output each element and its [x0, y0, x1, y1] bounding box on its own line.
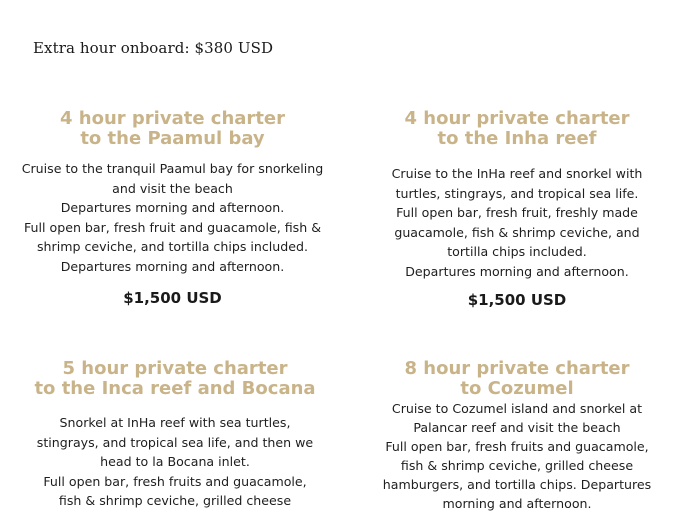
charter-description	[20, 159, 325, 277]
description-line: fish & shrimp ceviche, grilled cheese	[58, 493, 292, 509]
description-line: Cruise to the tranquil Paamul bay for snorkeling	[21, 161, 324, 176]
charter-price: $1,500 USD	[123, 289, 222, 307]
charter-title	[362, 109, 672, 149]
extra-hour-price: Extra hour onboard: $380 USD	[33, 39, 274, 57]
charter-title-line: 4 hour private charter	[404, 108, 630, 129]
charter-description	[362, 164, 672, 282]
charter-description	[362, 399, 672, 513]
description-line: Cruise to the InHa reef and snorkel with	[391, 166, 643, 181]
charter-title-line: to Cozumel	[460, 378, 574, 399]
description-line: Snorkel at InHa reef with sea turtles,	[59, 415, 291, 430]
description-line: head to la Bocana inlet.	[100, 454, 250, 470]
description-line: hamburgers, and tortilla chips. Departures	[382, 477, 652, 492]
description-line: turtles, stingrays, and tropical sea life.	[395, 185, 639, 201]
charter-price: $1,500 USD	[467, 291, 567, 309]
description-line: Full open bar, fresh fruit and guacamole, fish &	[23, 219, 322, 235]
description-line: Departures morning and afternoon.	[60, 258, 285, 274]
description-line: stingrays, and tropical sea life, and then we	[36, 434, 314, 450]
charter-title-line: to the Inca reef and Bocana	[34, 378, 316, 399]
charter-title-line: to the Inha reef	[437, 128, 597, 149]
charter-title-line: 4 hour private charter	[59, 108, 286, 129]
charter-title-line: to the Paamul bay	[80, 128, 265, 149]
charter-title-line: 5 hour private charter	[62, 358, 288, 379]
charter-title-line: 8 hour private charter	[404, 358, 630, 379]
description-line: Departures morning and afternoon.	[60, 200, 285, 216]
description-line: Cruise to Cozumel island and snorkel at	[391, 401, 643, 416]
description-line: Departures morning and afternoon.	[405, 263, 629, 279]
description-line: morning and afternoon.	[442, 496, 592, 511]
description-line: Full open bar, fresh fruits and guacamole,	[43, 473, 307, 489]
charter-card-inca-bocana	[20, 358, 330, 509]
description-line: tortilla chips included.	[447, 244, 587, 260]
description-line: fish & shrimp ceviche, grilled cheese	[400, 458, 634, 473]
charter-title	[20, 109, 325, 149]
charter-card-paamul	[20, 108, 325, 307]
charter-title	[20, 359, 330, 399]
description-line: Full open bar, fresh fruits and guacamole,	[385, 439, 649, 454]
description-line: Palancar reef and visit the beach	[413, 420, 621, 435]
description-line: guacamole, fish & shrimp ceviche, and	[394, 224, 640, 240]
description-line: Full open bar, fresh fruit, freshly made	[396, 205, 638, 221]
charter-card-inha	[362, 108, 672, 309]
charter-card-cozumel	[362, 358, 672, 511]
description-line: shrimp ceviche, and tortilla chips included.	[36, 239, 309, 255]
charter-description	[20, 413, 330, 511]
description-line: and visit the beach	[112, 180, 233, 196]
charter-title	[362, 359, 672, 399]
